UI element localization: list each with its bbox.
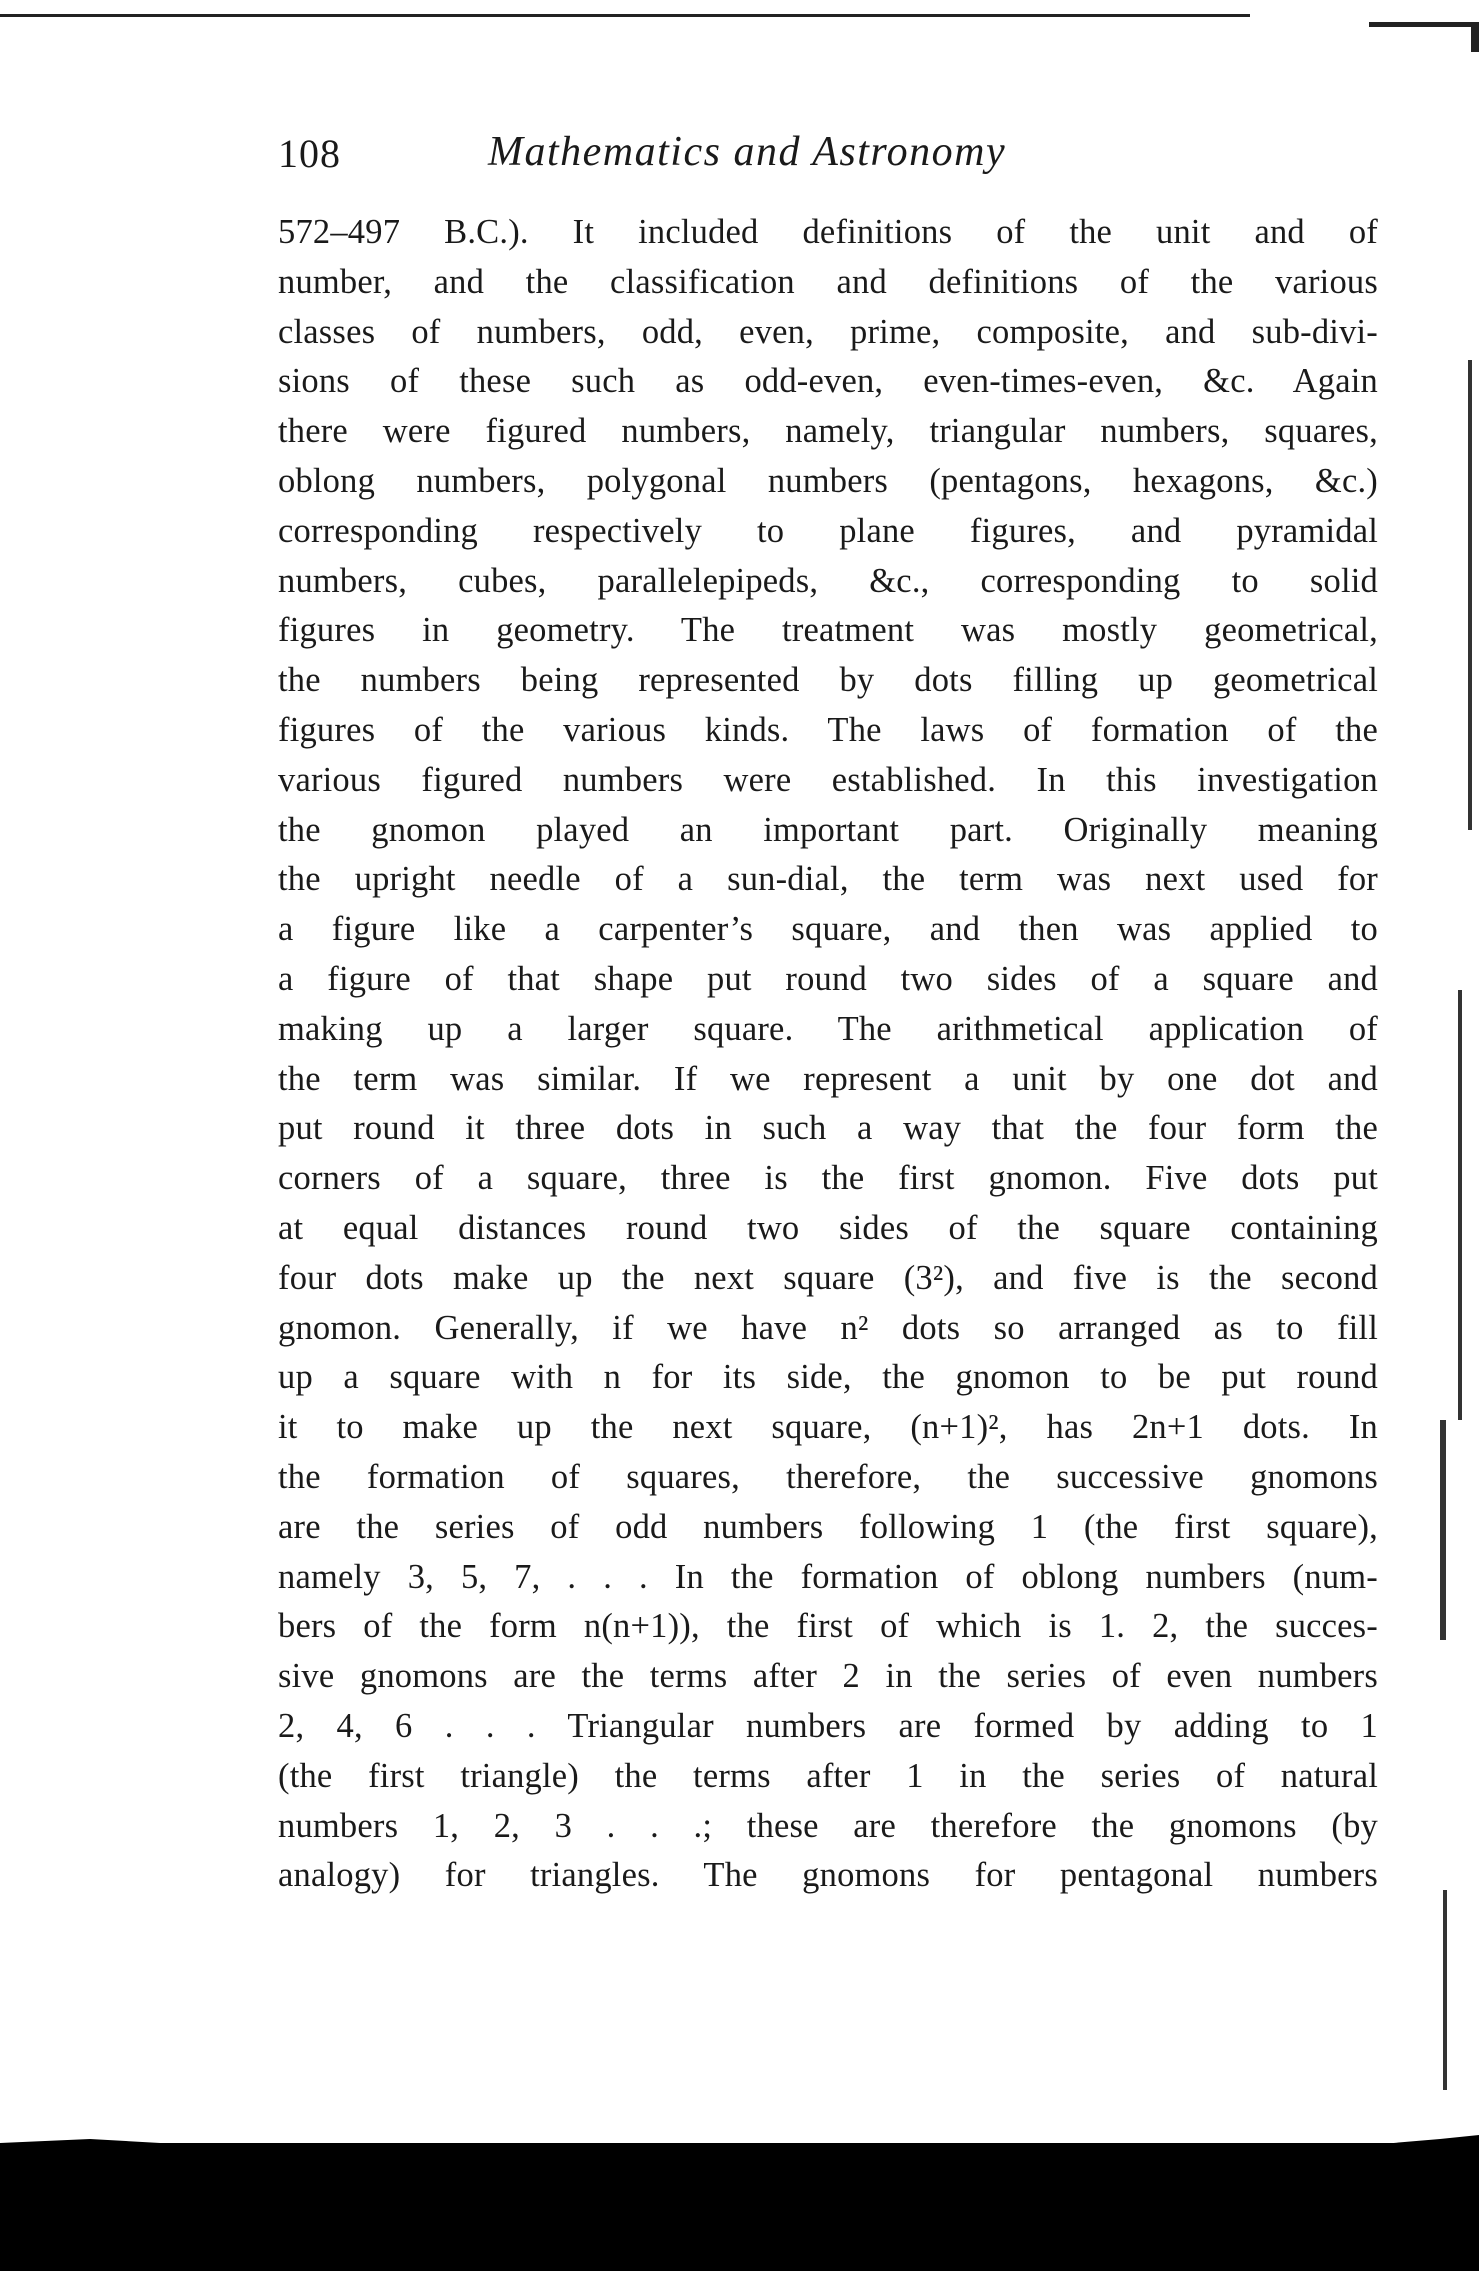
text-line: bers of the form n(n+1)), the first of which is 1. 2, the succes- (278, 1607, 1378, 1646)
text-line: 2, 4, 6 . . . Triangular numbers are formed by adding to 1 (278, 1706, 1378, 1745)
text-line: it to make up the next square, (n+1)², has 2n+1 dots. In (278, 1408, 1378, 1447)
text-line: at equal distances round two sides of the square containing (278, 1208, 1378, 1247)
text-line: (the first triangle) the terms after 1 in the series of natural (278, 1756, 1378, 1795)
text-line: the term was similar. If we represent a unit by one dot and (278, 1059, 1378, 1098)
text-line: there were figured numbers, namely, triangular numbers, squares, (278, 412, 1378, 451)
text-line: are the series of odd numbers following 1 (the first square), (278, 1507, 1378, 1546)
scan-edge-top-right-notch (1471, 22, 1479, 52)
text-line: four dots make up the next square (3²), and five is the second (278, 1258, 1378, 1297)
text-line: put round it three dots in such a way that the four form the (278, 1109, 1378, 1148)
margin-mark (1468, 360, 1472, 830)
text-line: a figure of that shape put round two sides of a square and (278, 959, 1378, 998)
text-line: namely 3, 5, 7, . . . In the formation of oblong numbers (num- (278, 1557, 1378, 1596)
text-line: number, and the classification and definitions of the various (278, 262, 1378, 301)
text-line: the numbers being represented by dots filling up geometrical (278, 661, 1378, 700)
text-line: figures in geometry. The treatment was mostly geometrical, (278, 611, 1378, 650)
text-line: oblong numbers, polygonal numbers (pentagons, hexagons, &c.) (278, 461, 1378, 500)
body-paragraph (278, 208, 1378, 1901)
margin-mark (1440, 1420, 1446, 1640)
text-line: sions of these such as odd-even, even-times-even, &c. Again (278, 362, 1378, 401)
text-line: up a square with n for its side, the gnomon to be put round (278, 1358, 1378, 1397)
text-line: corresponding respectively to plane figures, and pyramidal (278, 511, 1378, 550)
scan-edge-bottom (0, 2143, 1479, 2271)
text-line: numbers, cubes, parallelepipeds, &c., corresponding to solid (278, 561, 1378, 600)
scan-edge-top (0, 14, 1250, 17)
text-line: gnomon. Generally, if we have n² dots so arranged as to fill (278, 1308, 1378, 1347)
text-line: the formation of squares, therefore, the successive gnomons (278, 1457, 1378, 1496)
text-line: corners of a square, three is the first gnomon. Five dots put (278, 1159, 1378, 1198)
page-header (278, 130, 1378, 190)
scan-edge-top-right (1369, 22, 1479, 27)
text-line: various figured numbers were established. In this investigation (278, 760, 1378, 799)
text-line: 572–497 B.C.). It included definitions of the unit and of (278, 213, 1378, 251)
text-line: a figure like a carpenter’s square, and then was applied to (278, 910, 1378, 949)
text-line: the upright needle of a sun-dial, the term was next used for (278, 860, 1378, 899)
text-line: analogy) for triangles. The gnomons for pentagonal numbers (278, 1856, 1378, 1895)
running-head: Mathematics and Astronomy (488, 129, 1007, 175)
page-number: 108 (278, 131, 341, 176)
text-line: sive gnomons are the terms after 2 in the series of even numbers (278, 1657, 1378, 1696)
text-line: making up a larger square. The arithmetical application of (278, 1009, 1378, 1048)
margin-mark (1443, 1890, 1447, 2090)
text-line: numbers 1, 2, 3 . . .; these are therefore the gnomons (by (278, 1806, 1378, 1845)
text-line: figures of the various kinds. The laws of formation of the (278, 710, 1378, 749)
text-line: classes of numbers, odd, even, prime, composite, and sub-divi- (278, 312, 1378, 351)
text-line: the gnomon played an important part. Originally meaning (278, 810, 1378, 849)
margin-mark (1458, 990, 1462, 1420)
